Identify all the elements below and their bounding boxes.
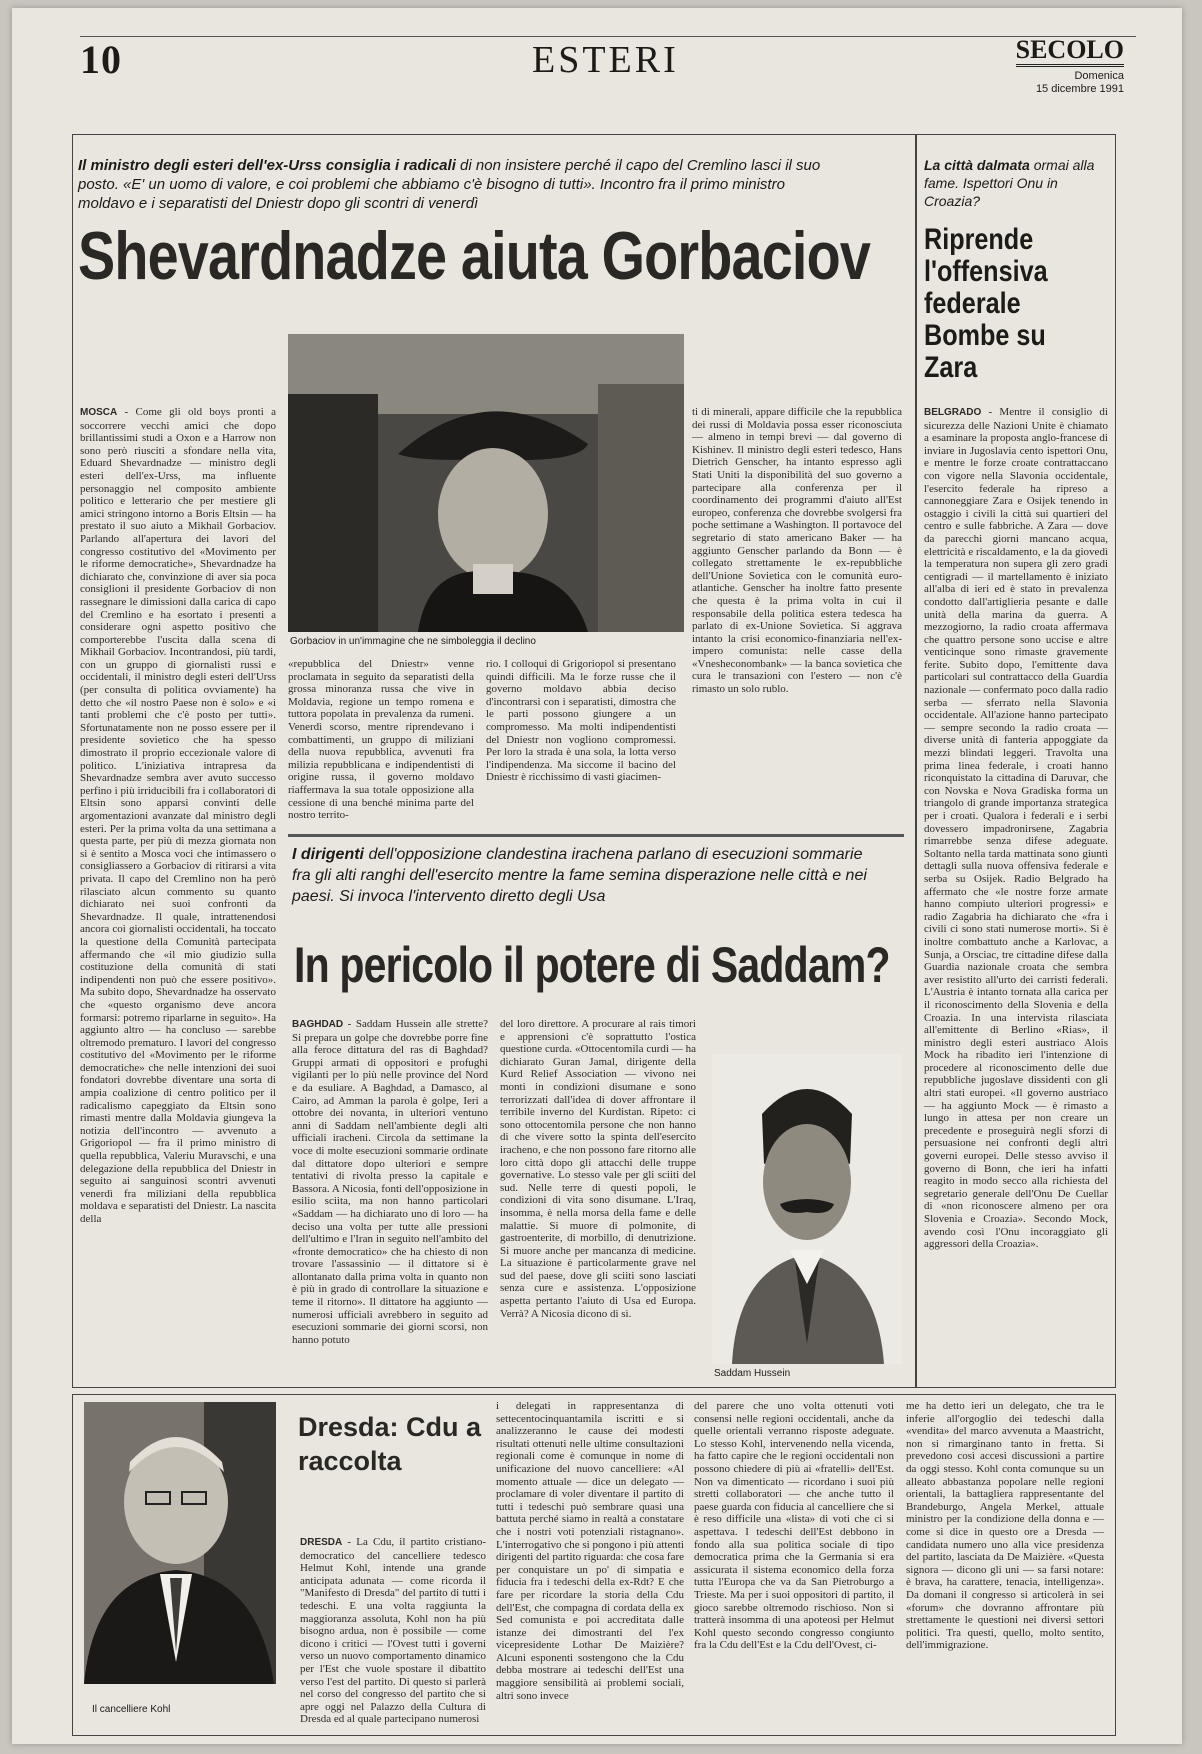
saddam-headline: In pericolo il potere di Saddam?: [294, 937, 890, 993]
gorbaciov-photo: [288, 334, 684, 632]
sidebar-headline: Riprende l'offensiva federale Bombe su Zara: [924, 223, 1048, 384]
lead-kicker: [78, 156, 838, 213]
sidebar-kicker-bold: La città dalmata: [924, 157, 1030, 173]
dresda-headline: Dresda: Cdu a raccolta: [298, 1412, 482, 1476]
dresda-column-2: i delegati in rappresentanza di settecentocinquantamila iscritti e si analizzeranno le cause dei modesti risultati ottenuti nelle ultime consultazioni regionali come è comunque in nome di unificazione del nuovo cancelliere: «Al momento attuale — dice un delegato — proclamare di voler diventare il partito di tutti i tedeschi può sembrare quasi una battuta perché siamo in realtà a constatare che i nostri voti potenziali ristagnano». L'interrogativo che si pongono i più attenti dirigenti del partito riguarda: che cosa fare per conquistare un po' di simpatia e fiducia fra i tedeschi della ex-Rdt? E che fare per ricordare la storia della Cdu dell'Est, che compagna di cordata della ex Sed comunista e poi accreditata dalle istanze dei dimostranti del l'ex vicepresidente Lothar De Maizière? Alcuni esponenti sostengono che la Cdu debba mostrare ai tedeschi dell'Est una maggiore sensibilità ai problemi sociali, altri sono invece: [496, 1400, 684, 1702]
lead-kicker-bold: Il ministro degli esteri dell'ex-Urss consiglia i radicali: [78, 157, 456, 174]
dresda-dateline: DRESDA: [300, 1537, 343, 1548]
saddam-kicker-text: dell'opposizione clandestina irachena parlano di esecuzioni sommarie fra gli alti ranghi dell'esercito mentre la fame semina disperazione nelle città e nei paesi. Si invoca l'intervento diretto degli Usa: [292, 846, 867, 905]
saddam-photo-caption: Saddam Hussein: [714, 1368, 791, 1379]
saddam-column-1-text: - Saddam Hussein alle strette? Si prepara un golpe che dovrebbe porre fine alla feroce dittatura del ras di Baghdad? Gruppi armati di oppositori e profughi vigilanti per lo più nelle province del Nord e da esuliare. A Baghdad, a Damasco, al Cairo, ad Amman la parola è golpe, Ieri a ottobre dei novanta, in ulteriori ventuno anni di Saddam nell'ambiente degli alti ufficiali iracheni. Circola da settimane la voce di molte esecuzioni sommarie ordinate dal dittatore dopo ulteriori e sempre tentativi di rivolta presso la capitale e Bassora. A Nicosia, fonti dell'opposizione in esilio sciita, ma non hanno particolari «Saddam — ha dichiarato uno di loro — ha deciso una volta per tutte alle pressioni dell'ultimo e l'Iran in seguito nell'ambito del «fronte democratico» che ha chiesto di non trovare l'assassinio — il dittatore si è allontanato dalla prima volta in quanto non è più in grado di controllare la situazione e teme il ritorno». Il dittatore ha aggiunto — numerosi ufficiali avrebbero in seguito ad esecuzioni sommarie dei giorni scorsi, non hanno potuto: [292, 1018, 488, 1346]
lead-column-2: «repubblica del Dniestr» venne proclamata in seguito da separatisti della grossa minoranza russa che vive in Moldavia, regione un tempo romena e tuttora popolata in prevalenza da rumeni. Venerdì scorso, mentre riprendevano i combattimenti, un gruppo di miliziani della nuova repubblica, avvenuti fra milizia repubblicana e indipendentisti di origine russa, il governo moldavo riaffermava la sua totale opposizione alla cessione di una benché minima parte del nostro territo-: [288, 658, 474, 822]
sidebar-text: - Mentre il consiglio di sicurezza delle Nazioni Unite è chiamato a esaminare la proposta anglo-francese di inviare in Jugoslavia cento ispettori Onu, e mentre le forze croate contrattaccano con vigore nella Slavonia occidentale, l'esercito federale ha ripreso a cannoneggiare Zara e Osijek tenendo in ostaggio i civili la città sui quartieri del centro e sulle fabbriche. A Zara — dove da parecchi giorni mancano acqua, elettricità e riscaldamento, e la da giovedì la temperatura non supera gli zero gradi centigradi — il martellamento è iniziato all'alba di ieri ed è stato in prevalenza condotto dall'artiglieria pesante e dalle unità della marina da guerra. A mezzogiorno, la radio croata affermava che quattro persone sono uccise e altre venticinque sono rimaste gravemente ferite. Subito dopo, l'emittente dava particolari sul contrattacco della Guardia nazionale — confermato poco dalla radio serba — sferrato nella Slavonia occidentale. All'azione hanno partecipato — sempre secondo la radio croata — diverse unità di fanteria appoggiate da mezzi blindati leggeri. Travolta una prima linea federale, i croati hanno riconquistato la cittadina di Daruvar, che con Novska e Nova Gradiska forma un triangolo di grande importanza strategica per i croati. Qualora i federali e i serbi dovessero impadronirsene, Zagabria rimarrebbe senza difese adeguate. Soltanto nella tarda mattinata sono giunti dettagli sulla nuova offensiva federale e serba su Osijek. Radio Belgrado ha affermato che «le nostre forze armate hanno compiuto ulteriori progressi» e radio Zagabria ha dichiarato che «fra i civili ci sono stati numerose morti». Si è inoltre combattuto anche a Karlovac, a Sunja, a Orsciac, tre cittadine difese dalla Guardia nazionale croata che sembra aver resistito all'urto dei carristi federali. L'Austria è intanto tornata alla carica per il riconoscimento della Slovenia e della Croazia. In una intervista rilasciata all'emittente di Berlino «Rias», il ministro degli esteri austriaco Alois Mock ha ribadito ieri l'intenzione di procedere al riconoscimento delle due repubbliche jugoslave dissidenti con gli altri stati europei. «Il governo austriaco — ha aggiunto Mock — è rimasto a lungo in attesa per non creare un precedente e proseguirà negli sforzi di persuasione nei confronti degli altri governi europei. Delle stesso avviso il governo di Bonn, che ieri ha infatti reagito in modo secco alla richiesta del segretario generale dell'Onu De Cuellar di «non riconoscere almeno per ora Slovenia e Croazia». Secondo Mock, avendo così l'Onu incoraggiato gli aggressori della Croazia».: [924, 406, 1108, 1251]
lead-column-1-text: - Come gli old boys pronti a soccorrere vecchi amici che dopo brillantissimi studi a Oxon e a Harrow non sono però riusciti a sfondare nella vita, Eduard Shevardnadze — ministro degli esteri dell'ex-Urss, ma influente personaggio nel composito ambiente politico e letterario che per mestiere gli amici stringono intorno a Boris Eltsin — ha prestato il suo aiuto a Mikhail Gorbaciov. Parlando all'apertura dei lavori del congresso costitutivo del «Movimento per le riforme democratiche», Shevardnadze ha dichiarato che, convinzione di aver sia poca consiglioni il presidente Gorbaciov di non rassegnare le dimissioni dalla carica di capo del Cremlino e ha esortato i presenti a considerare ogni aspetto positivo che comporterebbe l'uscita dalla scena di Mikhail Gorbaciov. Incontrandosi, più tardi, con un gruppo di giornalisti russi e occidentali, il ministro degli esteri dell'Urss (per consulta di politica ovviamente) ha detto che «il nostro Paese non è solo» e «i tanti problemi che c'è posto per tutti». Sfortunatamente non ne posso essere per il presidente sovietico che ha spesso dimostrato il proprio eccezionale valore di politico. L'iniziativa intrapresa da Shevardnadze sembra aver avuto successo perfino i più irriducibili fra i collaboratori di Eltsin sono apparsi convinti delle argomentazioni avanzate dal ministro degli esteri. Per la prima volta da una settimana a questa parte, per più di mezza giornata non si è sentito a Mosca voci che intimassero o consigliassero a Gorbaciov di ritirarsi a vita privata. Il capo del Cremlino non ha però rilasciato alcun commento su quanto dichiarato nei suoi confronti da Shevardnadze. Il quale, intrattenendosi ancora coi giornalisti occidentali, ha toccato la questione della Comunità partecipata affermando che «il mio giudizio sulla costituzione della comunità di stati indipendenti non può che essere positivo». Ma subito dopo, Shevardnadze ha osservato che «questo organismo deve ancora formarsi: potremo riparlarne in seguito». Ha aggiunto altro — ha concluso — sarebbe oltremodo prematuro. I lavori del congresso costitutivo del «Movimento per le riforme democratiche» che nelle intenzioni dei suoi fondatori dovrebbe diventare una sorta di ampia coalizione di centro politico per il radicalismo capeggiato da Eltsin sono rimasti mentre dalla Moldavia giungeva la notizia dell'incontro — avvenuto a Grigoriopol — fra il primo ministro di quella repubblica, Valeriu Muravschi, e una delegazione della repubblica del Dniestr in seguito ai sanguinosi scontri avvenuti venerdì fra miliziani della repubblica moldava e separatisti del Dniestr. La nascita della: [80, 406, 276, 1225]
gorbaciov-photo-caption: Gorbaciov in un'immagine che ne simboleggia il declino: [290, 636, 536, 647]
date-line-2: 15 dicembre 1991: [1035, 83, 1124, 95]
dresda-column-1: [300, 1536, 486, 1730]
kohl-photo-caption: Il cancelliere Kohl: [92, 1704, 171, 1715]
dresda-column-4: me ha detto ieri un delegato, che tra le inferie all'orgoglio dei tedeschi dalla «vendita» del marco avvenuta a Maastricht, non si rimarginano tanto in fretta. Si prevedono così accesi discussioni a partire da oggi stesso. Kohl conta comunque su un alleato abbastanza popolare nelle regioni orientali, la battagliera rappresentante del Brandeburgo, Angela Merkel, attuale ministro per la condizione della donna e — come si dice in questo ore a Dresda — candidata numero uno alla vice presidenza del partito, lasciata da De Maizière. «Questa signora — dicono gli uni — sa farsi notare: è brava, ha carattere, tenacia, intelligenza». Da domani il congresso si articolerà in sei «forum» che dovranno affrontare più strettamente le questioni nei diversi settori politici. Tra questi, quello, molto sentito, dell'immigrazione.: [906, 1400, 1104, 1652]
dresda-column-3: del parere che uno volta ottenuti voti consensi nelle regioni occidentali, anche da quelle orientali verranno risposte adeguate. Lo stesso Kohl, intervenendo nella vicenda, ha fatto capire che le regioni occidentali non possono chiedere di più ai «fratelli» dell'Est. Non va dimenticato — ricordano i suoi più stretti collaboratori — che anche tutto il paese guarda con fiducia al cancelliere che si è reso difficile una «lista» di voti che ci si aspettava. I tedeschi dell'Est debbono in fondo alla sua politica sociale di tipo democratica prima che la Germania si era assicurata il sistema economico della forza tutta l'Europa che va da San Pietroburgo a Trieste. Ma per i suoi oppositori di partito, il gioco sarebbe oltremodo rischioso. Non si tratterà insomma di una apoteosi per Helmut Kohl questo secondo congresso congiunto fra la Cdu dell'Est e la Cdu dell'Ovest, ci-: [694, 1400, 894, 1652]
saddam-column-2: del loro direttore. A procurare al raìs timori e apprensioni c'è soprattutto l'ostica questione curda. «Ottocentomila curdi — ha dichiarato Guran Jamal, dirigente della Kurd Relief Association — vivono nei monti in condizioni disumane e sono terrorizzati dall'idea di dover affrontare il terribile inverno del Kurdistan. Ripeto: ci sono ottocentomila persone che non hanno di che vivere sotto la spinta dell'esercito iracheno, e che non possono fare ritorno alle loro città dopo gli attacchi delle truppe governative. Lo stesso vale per gli sciiti del sud. Nelle terre di questi popoli, le condizioni di vita sono disumane. L'Iraq, insomma, è nella morsa della fame e delle malattie. Si muore di polmonite, di gastroenterite, di morbillo, di denutrizione. Si muore anche per mancanza di medicine. La situazione è particolarmente grave nel sud del paese, dove gli sciiti sono lasciati senza cure e assistenza. L'opposizione aspetta pertanto l'aiuto di Usa ed Europa. Verrà? A Nicosia dicono di sì.: [500, 1018, 696, 1320]
lead-dateline: MOSCA: [80, 407, 118, 418]
lead-headline: Shevardnadze aiuta Gorbaciov: [78, 218, 871, 294]
kohl-photo-image: [84, 1402, 276, 1684]
sidebar-kicker: [924, 156, 1108, 210]
date-line-1: Domenica: [1074, 70, 1124, 82]
sidebar-dateline: BELGRADO: [924, 407, 982, 418]
saddam-photo: [712, 1054, 902, 1364]
lead-kicker-text: di non insistere perché il capo del Cremlino lasci il suo posto. «E' un uomo di valore, e coi problemi che abbiamo c'è bisogno di tutti». Incontro fra il primo ministro moldavo e i separatisti del Dniestr dopo gli scontri di venerdì: [78, 157, 821, 212]
masthead-rule: [80, 36, 1136, 37]
saddam-dateline: BAGHDAD: [292, 1019, 344, 1030]
newspaper-logo: SECOLO: [1016, 36, 1124, 67]
saddam-column-1: [292, 1018, 488, 1382]
saddam-kicker: [292, 844, 882, 907]
saddam-divider: [288, 834, 904, 837]
saddam-photo-image: [712, 1054, 902, 1364]
newspaper-page: [12, 8, 1182, 1744]
lead-column-4: ti di minerali, appare difficile che la repubblica dei russi di Moldavia possa esser riconosciuta — almeno in tempi brevi — dal governo di Kishinev. Il ministro degli esteri tedesco, Hans Dietrich Genscher, ha intanto espresso agli Stati Uniti la disponibilità del suo governo a partecipare alla conferenza per il coordinamento dei programmi d'aiuto all'Est europeo, conferenza che dovrebbe svolgersi fra poche settimane a Washington. Il portavoce del segretario di stato americano Baker — ha aggiunto Genscher parlando da Bonn — è collegato strettamente le ex-repubbliche dell'Unione Sovietica con le comunità euro-atlantiche. Genscher ha inoltre fatto presente che questa è la prima volta in cui il responsabile della politica estera tedesca ha parlato di ex-Unione Sovietica. Si aggrava intanto la crisi economico-finanziaria nell'ex-impero comunista: nelle casse della «Vnesheconombank» — la banca sovietica che cura le transazioni con l'estero — non c'è rimasto un solo rublo.: [692, 406, 902, 696]
page-number: 10: [80, 37, 122, 82]
lead-column-3: rio. I colloqui di Grigoriopol si presentano quindi difficili. Ma le forze russe che il governo moldavo abbia deciso d'incontrarsi con i separatisti, dimostra che le parti possono giungere a un compromesso. Ma molti indipendentisti del Dniestr non vogliono compromessi. Per loro la strada è una sola, la lotta verso l'indipendenza. Ma siccome il bacino del Dniestr è ricchissimo di vasti giacimen-: [486, 658, 676, 784]
issue-date: [1036, 70, 1124, 96]
kohl-photo: [84, 1402, 276, 1684]
sidebar-column: [924, 406, 1108, 1380]
section-title: ESTERI: [532, 39, 679, 81]
lead-column-1: [80, 406, 276, 1376]
saddam-kicker-bold: I dirigenti: [292, 846, 364, 863]
sidebar-kicker-text: ormai alla fame. Ispettori Onu in Croazia?: [924, 157, 1095, 209]
dresda-column-1-text: - La Cdu, il partito cristiano-democratico del cancelliere tedesco Helmut Kohl, intende una grande anticipata adunata — come ricorda il "Manifesto di Dresda" del partito di tutti i tedeschi. E una volta raggiunta la maggioranza assoluta, Kohl non ha più bisogno ardua, non è possibile — come dicono i critici — l'Ovest tutti i governi verso un nuovo comportamento dinamico per l'Est che vuole spostare il dibattito verso l'est del partito. Di questo si parlerà nel corso del congresso del partito che si apre oggi nel Palazzo della Cultura di Dresda ed al quale partecipano numerosi: [300, 1536, 486, 1726]
gorbaciov-photo-image: [288, 334, 684, 632]
